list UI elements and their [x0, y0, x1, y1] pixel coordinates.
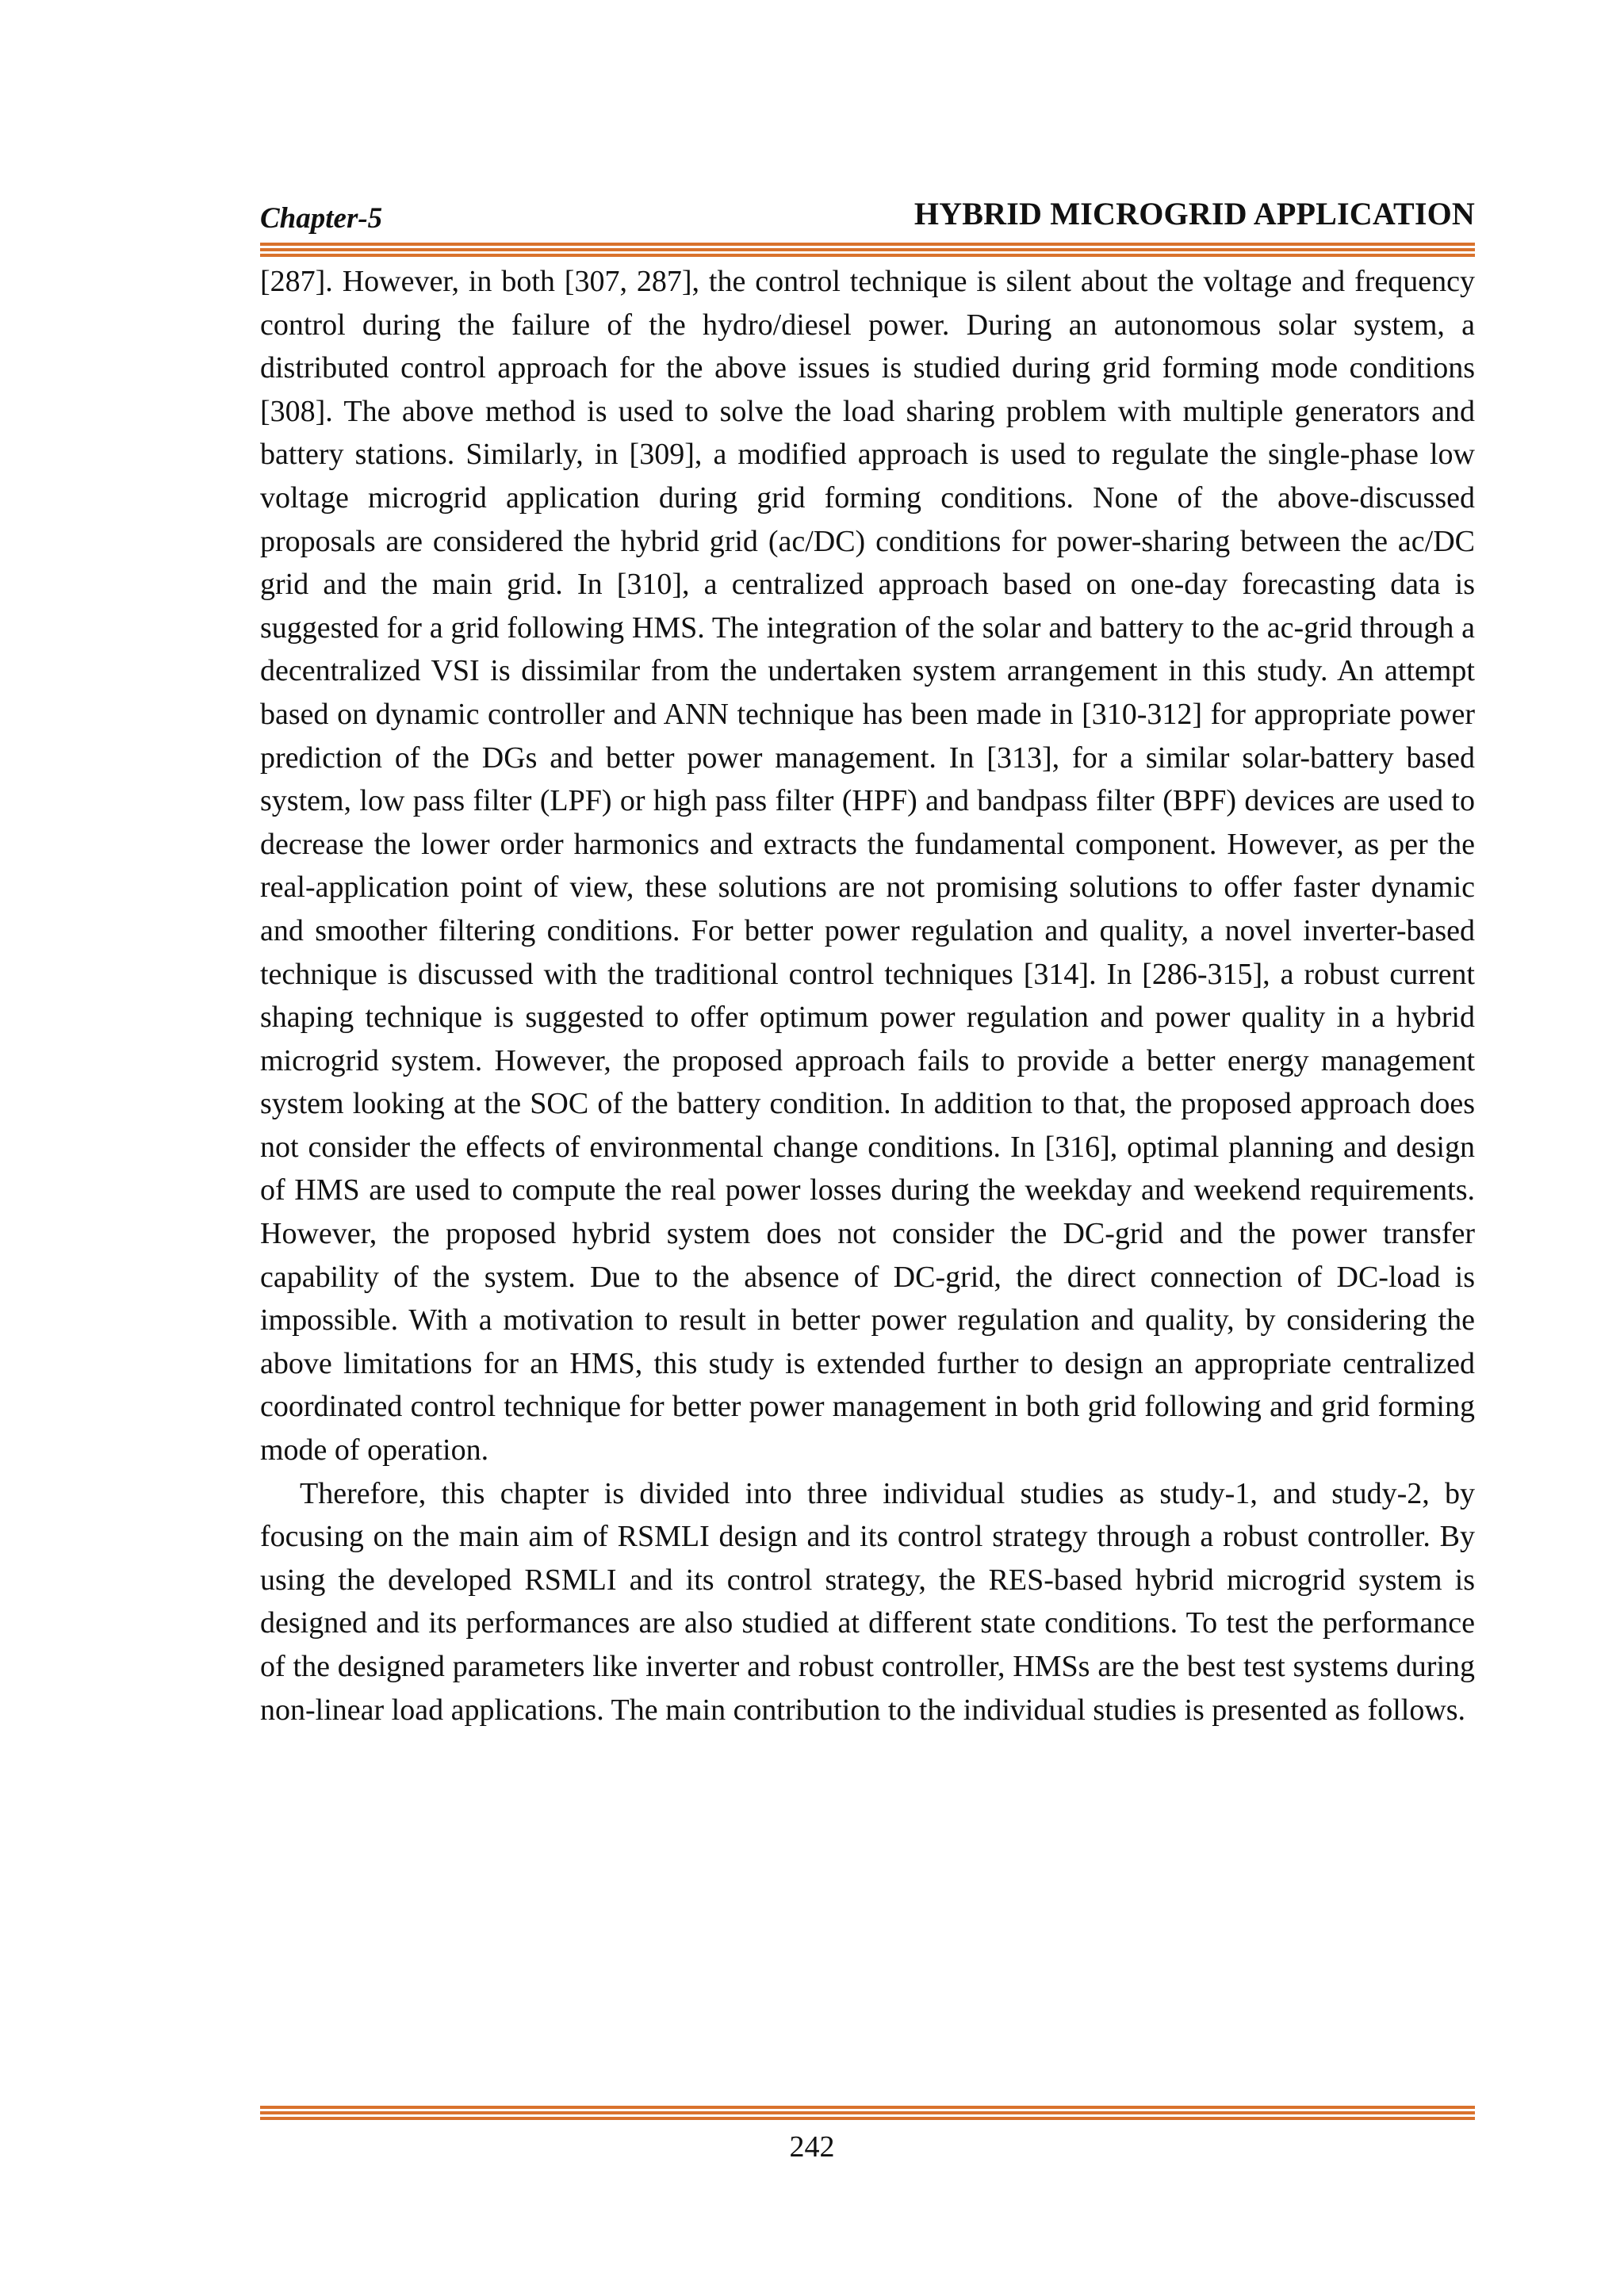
footer-rule — [260, 2106, 1475, 2120]
header-rule — [260, 243, 1475, 257]
page-header — [260, 193, 1475, 238]
body-text — [260, 260, 1475, 1732]
page-number: 242 — [789, 2130, 835, 2164]
chapter-label: Chapter-5 — [260, 202, 383, 235]
paragraph-2: Therefore, this chapter is divided into three individual studies as study-1, and study-2, by focusing on the main aim of RSMLI design and its control strategy through a robust controller. By using the developed RSMLI and its control strategy, the RES-based hybrid microgrid system is designed and its performances are also studied at different state conditions. To test the performance of the designed parameters like inverter and robust controller, HMSs are the best test systems during non-linear load applications. The main contribution to the individual studies is presented as follows. — [260, 1476, 1475, 1727]
chapter-title: HYBRID MICROGRID APPLICATION — [914, 196, 1475, 232]
paragraph-1: [287]. However, in both [307, 287], the control technique is silent about the voltage and frequency control during the failure of the hydro/diesel power. During an autonomous solar system, a distributed control approach for the above issues is studied during grid forming mode conditions [308]. The above method is used to solve the load sharing problem with multiple generators and battery stations. Similarly, in [309], a modified approach is used to regulate the single-phase low voltage microgrid application during grid forming conditions. None of the above-discussed proposals are considered the hybrid grid (ac/DC) conditions for power-sharing between the ac/DC grid and the main grid. In [310], a centralized approach based on one-day forecasting data is suggested for a grid following HMS. The integration of the solar and battery to the ac-grid through a decentralized VSI is dissimilar from the undertaken system arrangement in this study. An attempt based on dynamic controller and ANN technique has been made in [310-312] for appropriate power prediction of the DGs and better power management. In [313], for a similar solar-battery based system, low pass filter (LPF) or high pass filter (HPF) and bandpass filter (BPF) devices are used to decrease the lower order harmonics and extracts the fundamental component. However, as per the real-application point of view, these solutions are not promising solutions to offer faster dynamic and smoother filtering conditions. For better power regulation and quality, a novel inverter-based technique is discussed with the traditional control techniques [314]. In [286-315], a robust current shaping technique is suggested to offer optimum power regulation and power quality in a hybrid microgrid system. However, the proposed approach fails to provide a better energy management system looking at the SOC of the battery condition. In addition to that, the proposed approach does not consider the effects of environmental change conditions. In [316], optimal planning and design of HMS are used to compute the real power losses during the weekday and weekend requirements. However, the proposed hybrid system does not consider the DC-grid and the power transfer capability of the system. Due to the absence of DC-grid, the direct connection of DC-load is impossible. With a motivation to result in better power regulation and quality, by considering the above limitations for an HMS, this study is extended further to design an appropriate centralized coordinated control technique for better power management in both grid following and grid forming mode of operation. — [260, 265, 1475, 1468]
